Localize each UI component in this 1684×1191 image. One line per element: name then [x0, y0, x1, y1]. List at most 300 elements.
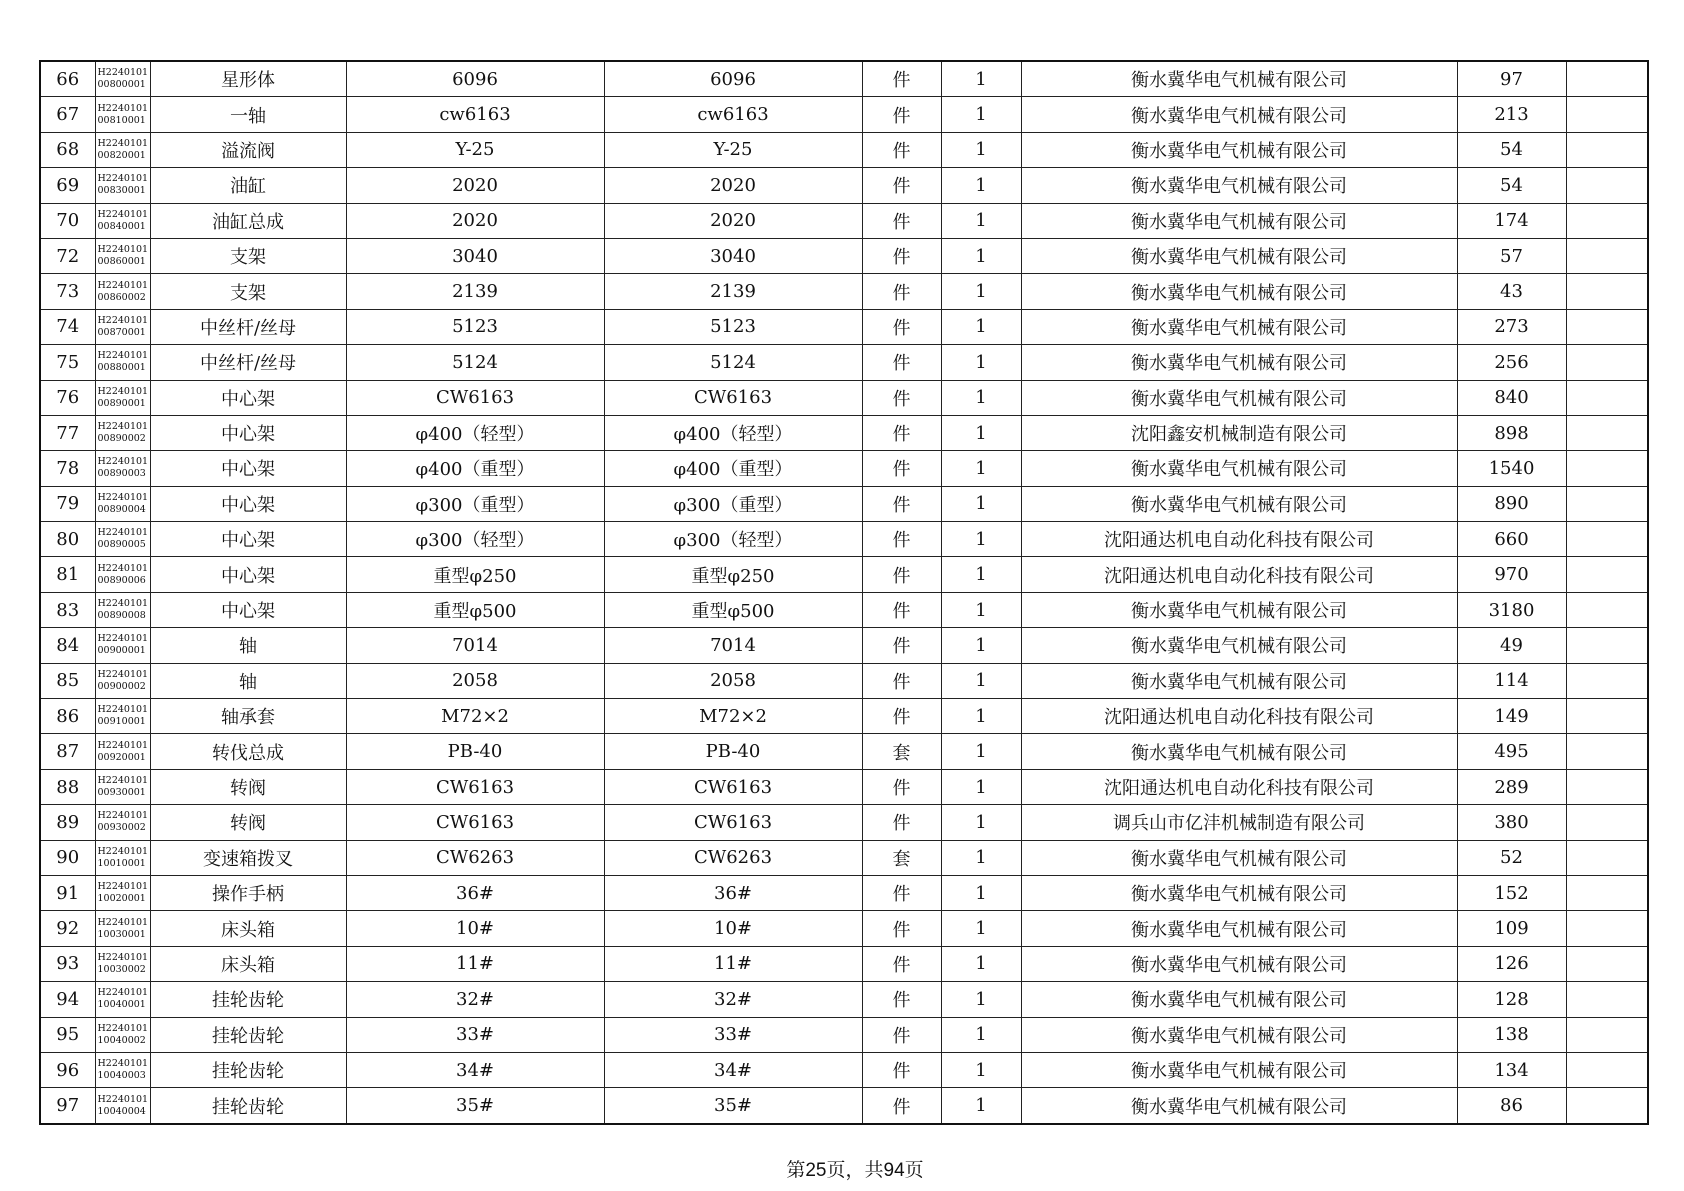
unit-cell: 件: [862, 663, 941, 698]
supplier-cell: 沈阳通达机电自动化科技有限公司: [1021, 699, 1457, 734]
price-cell: 970: [1457, 557, 1566, 592]
price-cell: 898: [1457, 415, 1566, 450]
supplier-cell: 衡水冀华电气机械有限公司: [1021, 274, 1457, 309]
price-cell: 890: [1457, 486, 1566, 521]
material-code-part: H2240101: [97, 562, 149, 574]
material-code-cell: [95, 1017, 150, 1052]
part-name-cell: 支架: [150, 274, 346, 309]
part-name-cell: 星形体: [150, 61, 346, 97]
material-code-cell: [95, 769, 150, 804]
price-cell: 138: [1457, 1017, 1566, 1052]
unit-cell: 件: [862, 628, 941, 663]
quantity-cell: 1: [941, 203, 1021, 238]
table-row: [40, 1017, 1648, 1052]
footer-middle: 页，共: [826, 1159, 884, 1181]
unit-cell: 件: [862, 451, 941, 486]
note-cell: [1566, 486, 1648, 521]
unit-cell: 件: [862, 522, 941, 557]
material-code-part: H2240101: [97, 456, 149, 468]
quantity-cell: 1: [941, 61, 1021, 97]
table-row: [40, 451, 1648, 486]
material-code-cell: [95, 132, 150, 167]
row-number-cell: 74: [40, 309, 95, 344]
price-cell: 128: [1457, 982, 1566, 1017]
part-name-cell: 转阀: [150, 769, 346, 804]
unit-cell: 件: [862, 486, 941, 521]
row-number-cell: 94: [40, 982, 95, 1017]
specification-cell: 10#: [346, 911, 604, 946]
note-cell: [1566, 1017, 1648, 1052]
material-code-part: H2240101: [97, 1058, 149, 1070]
specification-cell: PB-40: [346, 734, 604, 769]
material-code-part: H2240101: [97, 102, 149, 114]
unit-cell: 件: [862, 557, 941, 592]
supplier-cell: 沈阳通达机电自动化科技有限公司: [1021, 522, 1457, 557]
row-number-cell: 79: [40, 486, 95, 521]
material-code-part: 10030002: [97, 963, 146, 975]
material-code-cell: [95, 309, 150, 344]
row-number-cell: 72: [40, 238, 95, 273]
part-name-cell: 挂轮齿轮: [150, 1052, 346, 1087]
material-code-part: 00900002: [97, 680, 146, 692]
material-code-cell: [95, 486, 150, 521]
part-name-cell: 变速箱拨叉: [150, 840, 346, 875]
part-name-cell: 中心架: [150, 486, 346, 521]
specification-cell: 6096: [346, 61, 604, 97]
quantity-cell: 1: [941, 982, 1021, 1017]
material-code-cell: [95, 946, 150, 981]
note-cell: [1566, 946, 1648, 981]
supplier-cell: 衡水冀华电气机械有限公司: [1021, 663, 1457, 698]
parts-price-table: [39, 60, 1649, 1125]
material-code-part: H2240101: [97, 739, 149, 751]
material-code-cell: [95, 1052, 150, 1087]
supplier-cell: 沈阳鑫安机械制造有限公司: [1021, 415, 1457, 450]
material-code-part: 10040002: [97, 1034, 146, 1046]
price-cell: 52: [1457, 840, 1566, 875]
material-code-part: H2240101: [97, 633, 149, 645]
price-cell: 109: [1457, 911, 1566, 946]
note-cell: [1566, 592, 1648, 627]
unit-cell: 件: [862, 415, 941, 450]
supplier-cell: 衡水冀华电气机械有限公司: [1021, 168, 1457, 203]
specification-cell: CW6163: [346, 769, 604, 804]
row-number-cell: 69: [40, 168, 95, 203]
row-number-cell: 77: [40, 415, 95, 450]
specification-cell: φ400（重型）: [346, 451, 604, 486]
part-name-cell: 中心架: [150, 557, 346, 592]
price-cell: 152: [1457, 875, 1566, 910]
note-cell: [1566, 734, 1648, 769]
table-row: [40, 769, 1648, 804]
row-number-cell: 70: [40, 203, 95, 238]
row-number-cell: 75: [40, 345, 95, 380]
note-cell: [1566, 97, 1648, 132]
model-cell: 35#: [604, 1088, 862, 1124]
footer-prefix: 第: [786, 1159, 806, 1181]
model-cell: 5124: [604, 345, 862, 380]
unit-cell: 件: [862, 805, 941, 840]
material-code-cell: [95, 203, 150, 238]
table-row: [40, 982, 1648, 1017]
specification-cell: 36#: [346, 875, 604, 910]
note-cell: [1566, 522, 1648, 557]
price-cell: 149: [1457, 699, 1566, 734]
table-row: [40, 663, 1648, 698]
note-cell: [1566, 132, 1648, 167]
table-row: [40, 734, 1648, 769]
material-code-part: 10040001: [97, 999, 146, 1011]
material-code-cell: [95, 168, 150, 203]
row-number-cell: 87: [40, 734, 95, 769]
model-cell: 重型φ250: [604, 557, 862, 592]
specification-cell: cw6163: [346, 97, 604, 132]
part-name-cell: 中心架: [150, 415, 346, 450]
price-cell: 126: [1457, 946, 1566, 981]
note-cell: [1566, 345, 1648, 380]
material-code-cell: [95, 1088, 150, 1124]
quantity-cell: 1: [941, 522, 1021, 557]
supplier-cell: 衡水冀华电气机械有限公司: [1021, 628, 1457, 663]
quantity-cell: 1: [941, 309, 1021, 344]
material-code-part: H2240101: [97, 385, 149, 397]
material-code-part: 00860002: [97, 291, 146, 303]
supplier-cell: 衡水冀华电气机械有限公司: [1021, 1088, 1457, 1124]
unit-cell: 件: [862, 168, 941, 203]
table-row: [40, 97, 1648, 132]
part-name-cell: 中心架: [150, 380, 346, 415]
note-cell: [1566, 61, 1648, 97]
note-cell: [1566, 168, 1648, 203]
note-cell: [1566, 380, 1648, 415]
unit-cell: 件: [862, 875, 941, 910]
row-number-cell: 96: [40, 1052, 95, 1087]
part-name-cell: 床头箱: [150, 946, 346, 981]
part-name-cell: 中心架: [150, 592, 346, 627]
part-name-cell: 轴: [150, 663, 346, 698]
specification-cell: φ300（轻型）: [346, 522, 604, 557]
table-row: [40, 699, 1648, 734]
table-row: [40, 132, 1648, 167]
model-cell: Y-25: [604, 132, 862, 167]
note-cell: [1566, 274, 1648, 309]
quantity-cell: 1: [941, 663, 1021, 698]
model-cell: 33#: [604, 1017, 862, 1052]
material-code-cell: [95, 557, 150, 592]
material-code-part: 10020001: [97, 893, 146, 905]
price-cell: 174: [1457, 203, 1566, 238]
price-cell: 3180: [1457, 592, 1566, 627]
unit-cell: 件: [862, 61, 941, 97]
material-code-cell: [95, 663, 150, 698]
table-row: [40, 911, 1648, 946]
quantity-cell: 1: [941, 734, 1021, 769]
material-code-part: H2240101: [97, 350, 149, 362]
material-code-part: 10010001: [97, 857, 146, 869]
model-cell: 36#: [604, 875, 862, 910]
material-code-part: H2240101: [97, 881, 149, 893]
supplier-cell: 衡水冀华电气机械有限公司: [1021, 982, 1457, 1017]
material-code-part: 00880001: [97, 362, 146, 374]
unit-cell: 套: [862, 734, 941, 769]
material-code-part: H2240101: [97, 668, 149, 680]
material-code-cell: [95, 592, 150, 627]
table-row: [40, 805, 1648, 840]
row-number-cell: 73: [40, 274, 95, 309]
material-code-part: 00890008: [97, 610, 146, 622]
row-number-cell: 95: [40, 1017, 95, 1052]
note-cell: [1566, 769, 1648, 804]
table-row: [40, 345, 1648, 380]
row-number-cell: 68: [40, 132, 95, 167]
price-cell: 97: [1457, 61, 1566, 97]
note-cell: [1566, 699, 1648, 734]
supplier-cell: 衡水冀华电气机械有限公司: [1021, 1017, 1457, 1052]
part-name-cell: 油缸总成: [150, 203, 346, 238]
material-code-part: 00930001: [97, 787, 146, 798]
note-cell: [1566, 663, 1648, 698]
part-name-cell: 转伐总成: [150, 734, 346, 769]
unit-cell: 件: [862, 274, 941, 309]
specification-cell: CW6163: [346, 380, 604, 415]
unit-cell: 件: [862, 309, 941, 344]
model-cell: φ300（重型）: [604, 486, 862, 521]
quantity-cell: 1: [941, 1017, 1021, 1052]
supplier-cell: 调兵山市亿沣机械制造有限公司: [1021, 805, 1457, 840]
quantity-cell: 1: [941, 557, 1021, 592]
specification-cell: φ300（重型）: [346, 486, 604, 521]
material-code-part: H2240101: [97, 279, 149, 291]
supplier-cell: 衡水冀华电气机械有限公司: [1021, 486, 1457, 521]
table-row: [40, 203, 1648, 238]
supplier-cell: 衡水冀华电气机械有限公司: [1021, 309, 1457, 344]
material-code-cell: [95, 380, 150, 415]
part-name-cell: 挂轮齿轮: [150, 982, 346, 1017]
table-row: [40, 238, 1648, 273]
model-cell: PB-40: [604, 734, 862, 769]
material-code-cell: [95, 415, 150, 450]
note-cell: [1566, 840, 1648, 875]
model-cell: 32#: [604, 982, 862, 1017]
material-code-part: H2240101: [97, 314, 149, 326]
material-code-cell: [95, 274, 150, 309]
model-cell: 11#: [604, 946, 862, 981]
quantity-cell: 1: [941, 699, 1021, 734]
model-cell: 10#: [604, 911, 862, 946]
supplier-cell: 衡水冀华电气机械有限公司: [1021, 946, 1457, 981]
material-code-cell: [95, 345, 150, 380]
material-code-part: 00890004: [97, 503, 146, 515]
unit-cell: 件: [862, 1052, 941, 1087]
part-name-cell: 操作手柄: [150, 875, 346, 910]
specification-cell: M72×2: [346, 699, 604, 734]
material-code-part: H2240101: [97, 704, 149, 716]
unit-cell: 件: [862, 1088, 941, 1124]
unit-cell: 件: [862, 97, 941, 132]
row-number-cell: 90: [40, 840, 95, 875]
quantity-cell: 1: [941, 97, 1021, 132]
material-code-part: H2240101: [97, 810, 149, 822]
part-name-cell: 溢流阀: [150, 132, 346, 167]
material-code-part: H2240101: [97, 421, 149, 433]
table-body: [40, 61, 1648, 1124]
material-code-part: 00870001: [97, 326, 146, 338]
specification-cell: CW6163: [346, 805, 604, 840]
material-code-part: H2240101: [97, 208, 149, 220]
part-name-cell: 支架: [150, 238, 346, 273]
quantity-cell: 1: [941, 769, 1021, 804]
model-cell: 2020: [604, 203, 862, 238]
table-row: [40, 557, 1648, 592]
price-cell: 660: [1457, 522, 1566, 557]
row-number-cell: 91: [40, 875, 95, 910]
specification-cell: 7014: [346, 628, 604, 663]
price-cell: 213: [1457, 97, 1566, 132]
specification-cell: 2020: [346, 168, 604, 203]
row-number-cell: 88: [40, 769, 95, 804]
row-number-cell: 76: [40, 380, 95, 415]
material-code-cell: [95, 875, 150, 910]
model-cell: 5123: [604, 309, 862, 344]
row-number-cell: 80: [40, 522, 95, 557]
supplier-cell: 衡水冀华电气机械有限公司: [1021, 132, 1457, 167]
quantity-cell: 1: [941, 875, 1021, 910]
supplier-cell: 衡水冀华电气机械有限公司: [1021, 840, 1457, 875]
material-code-part: H2240101: [97, 845, 149, 857]
quantity-cell: 1: [941, 132, 1021, 167]
note-cell: [1566, 628, 1648, 663]
quantity-cell: 1: [941, 380, 1021, 415]
part-name-cell: 中丝杆/丝母: [150, 309, 346, 344]
material-code-cell: [95, 911, 150, 946]
row-number-cell: 97: [40, 1088, 95, 1124]
note-cell: [1566, 415, 1648, 450]
material-code-part: H2240101: [97, 951, 149, 963]
quantity-cell: 1: [941, 592, 1021, 627]
unit-cell: 件: [862, 1017, 941, 1052]
material-code-part: 00840001: [97, 220, 146, 232]
part-name-cell: 中丝杆/丝母: [150, 345, 346, 380]
current-page-number: 25: [805, 1160, 827, 1181]
part-name-cell: 床头箱: [150, 911, 346, 946]
material-code-part: H2240101: [97, 598, 149, 610]
table-row: [40, 840, 1648, 875]
price-cell: 840: [1457, 380, 1566, 415]
table-row: [40, 1052, 1648, 1087]
row-number-cell: 84: [40, 628, 95, 663]
model-cell: 2058: [604, 663, 862, 698]
model-cell: CW6163: [604, 805, 862, 840]
material-code-part: H2240101: [97, 491, 149, 503]
material-code-part: 00810001: [97, 114, 146, 126]
unit-cell: 件: [862, 982, 941, 1017]
unit-cell: 件: [862, 769, 941, 804]
unit-cell: 件: [862, 911, 941, 946]
row-number-cell: 92: [40, 911, 95, 946]
footer-suffix: 页: [904, 1159, 924, 1181]
quantity-cell: 1: [941, 274, 1021, 309]
material-code-part: 00820001: [97, 149, 146, 161]
note-cell: [1566, 309, 1648, 344]
material-code-part: 00930002: [97, 822, 146, 834]
model-cell: 6096: [604, 61, 862, 97]
price-cell: 114: [1457, 663, 1566, 698]
material-code-part: 00890003: [97, 468, 146, 480]
page-footer: [0, 1155, 1684, 1182]
model-cell: 2139: [604, 274, 862, 309]
material-code-part: H2240101: [97, 67, 149, 79]
table-row: [40, 274, 1648, 309]
model-cell: φ300（轻型）: [604, 522, 862, 557]
material-code-part: H2240101: [97, 137, 149, 149]
material-code-part: 00890006: [97, 574, 146, 586]
supplier-cell: 衡水冀华电气机械有限公司: [1021, 911, 1457, 946]
table-row: [40, 592, 1648, 627]
material-code-cell: [95, 840, 150, 875]
model-cell: cw6163: [604, 97, 862, 132]
quantity-cell: 1: [941, 1088, 1021, 1124]
supplier-cell: 沈阳通达机电自动化科技有限公司: [1021, 769, 1457, 804]
row-number-cell: 93: [40, 946, 95, 981]
price-cell: 43: [1457, 274, 1566, 309]
supplier-cell: 衡水冀华电气机械有限公司: [1021, 734, 1457, 769]
table-row: [40, 168, 1648, 203]
table-row: [40, 309, 1648, 344]
unit-cell: 件: [862, 380, 941, 415]
material-code-cell: [95, 628, 150, 663]
model-cell: CW6163: [604, 769, 862, 804]
quantity-cell: 1: [941, 168, 1021, 203]
material-code-part: 00910001: [97, 716, 146, 728]
note-cell: [1566, 451, 1648, 486]
unit-cell: 件: [862, 946, 941, 981]
part-name-cell: 轴: [150, 628, 346, 663]
part-name-cell: 挂轮齿轮: [150, 1088, 346, 1124]
note-cell: [1566, 911, 1648, 946]
supplier-cell: 衡水冀华电气机械有限公司: [1021, 97, 1457, 132]
specification-cell: 重型φ500: [346, 592, 604, 627]
unit-cell: 件: [862, 592, 941, 627]
supplier-cell: 衡水冀华电气机械有限公司: [1021, 61, 1457, 97]
price-cell: 54: [1457, 168, 1566, 203]
row-number-cell: 86: [40, 699, 95, 734]
price-cell: 86: [1457, 1088, 1566, 1124]
row-number-cell: 83: [40, 592, 95, 627]
row-number-cell: 78: [40, 451, 95, 486]
unit-cell: 件: [862, 132, 941, 167]
material-code-part: H2240101: [97, 987, 149, 999]
material-code-part: H2240101: [97, 527, 149, 539]
material-code-cell: [95, 451, 150, 486]
specification-cell: 5123: [346, 309, 604, 344]
part-name-cell: 油缸: [150, 168, 346, 203]
note-cell: [1566, 805, 1648, 840]
quantity-cell: 1: [941, 486, 1021, 521]
note-cell: [1566, 203, 1648, 238]
model-cell: 34#: [604, 1052, 862, 1087]
unit-cell: 件: [862, 345, 941, 380]
table-row: [40, 486, 1648, 521]
specification-cell: 33#: [346, 1017, 604, 1052]
table-row: [40, 522, 1648, 557]
table-row: [40, 628, 1648, 663]
price-cell: 273: [1457, 309, 1566, 344]
material-code-cell: [95, 238, 150, 273]
material-code-cell: [95, 522, 150, 557]
material-code-cell: [95, 734, 150, 769]
material-code-part: H2240101: [97, 1022, 149, 1034]
quantity-cell: 1: [941, 805, 1021, 840]
